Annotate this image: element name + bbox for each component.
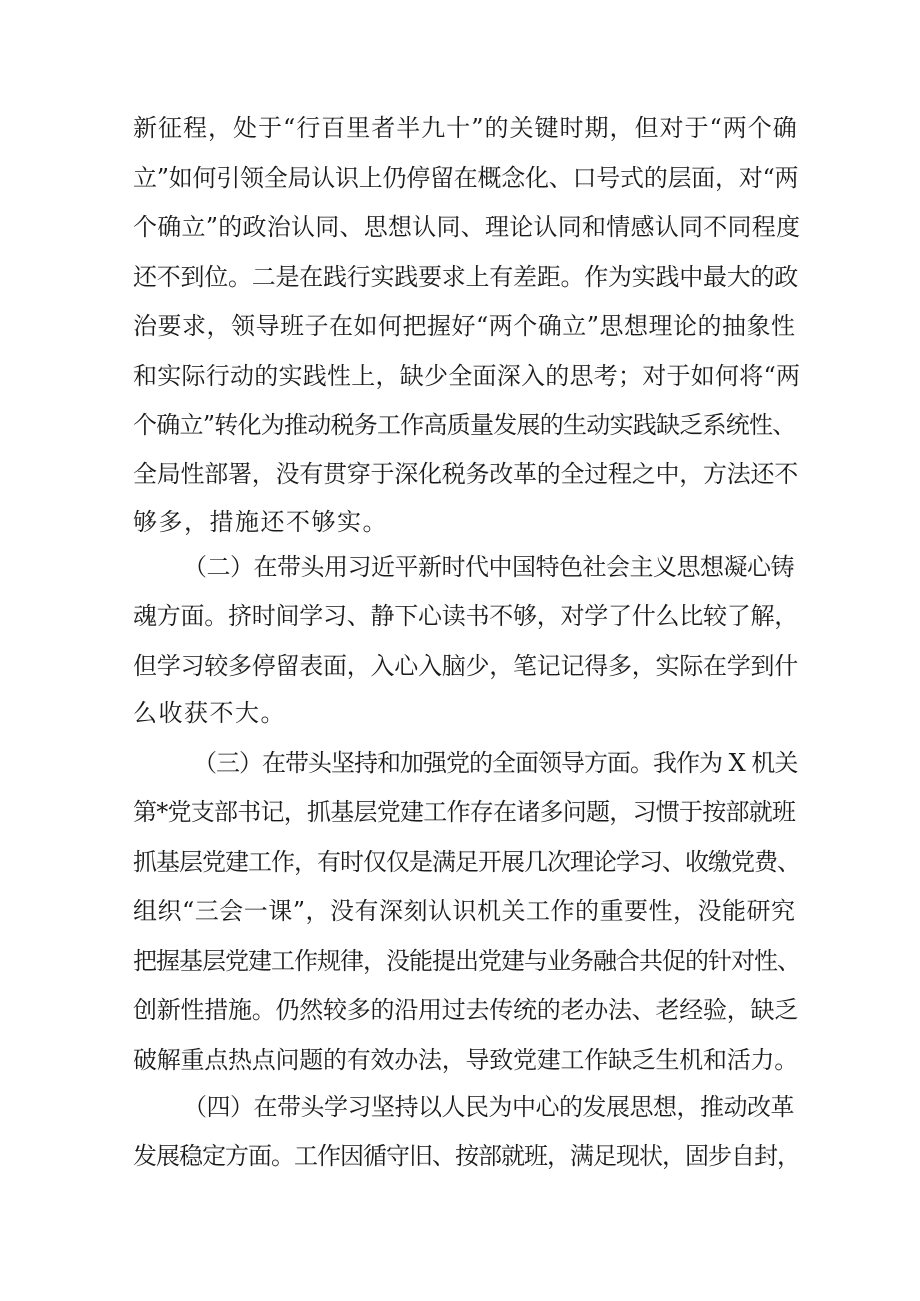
paragraph-3-line-7: 破解重点热点问题的有效办法，导致党建工作缺乏生机和活力。	[133, 1046, 798, 1074]
paragraph-4-line-2: 发展稳定方面。工作因循守旧、按部就班，满足现状，固步自封，	[133, 1142, 800, 1170]
paragraph-1-line-1: 新征程，处于“行百里者半九十”的关键时期，但对于“两个确	[133, 114, 798, 142]
paragraph-3-line-3: 抓基层党建工作，有时仅仅是满足开展几次理论学习、收缴党费、	[133, 848, 800, 876]
paragraph-4-line-1: （四）在带头学习坚持以人民为中心的发展思想，推动改革	[183, 1093, 794, 1121]
paragraph-2-line-1: （二）在带头用习近平新时代中国特色社会主义思想凝心铸	[183, 553, 794, 581]
paragraph-3-line-1: （三）在带头坚持和加强党的全面领导方面。我作为 X 机关	[193, 749, 798, 777]
paragraph-1-line-8: 全局性部署，没有贯穿于深化税务改革的全过程之中，方法还不	[133, 460, 798, 488]
paragraph-3-line-4: 组织“三会一课”，没有深刻认识机关工作的重要性，没能研究	[133, 897, 796, 925]
paragraph-3-line-5: 把握基层党建工作规律，没能提出党建与业务融合共促的针对性、	[133, 947, 800, 975]
paragraph-2-line-4: 么收获不大。	[133, 699, 286, 727]
paragraph-1-line-7: 个确立”转化为推动税务工作高质量发展的生动实践缺乏系统性、	[133, 411, 796, 439]
paragraph-1-line-2: 立”如何引领全局认识上仍停留在概念化、口号式的层面，对“两	[133, 164, 799, 192]
paragraph-3-line-6: 创新性措施。仍然较多的沿用过去传统的老办法、老经验，缺乏	[133, 996, 798, 1024]
paragraph-1-line-5: 治要求，领导班子在如何把握好“两个确立”思想理论的抽象性	[133, 312, 796, 340]
paragraph-2-line-3: 但学习较多停留表面，入心入脑少，笔记记得多，实际在学到什	[133, 652, 798, 680]
paragraph-3-line-2: 第*党支部书记，抓基层党建工作存在诸多问题，习惯于按部就班	[133, 798, 796, 826]
paragraph-2-line-2: 魂方面。挤时间学习、静下心读书不够，对学了什么比较了解，	[133, 602, 798, 630]
paragraph-1-line-6: 和实际行动的实践性上，缺少全面深入的思考；对于如何将“两	[133, 362, 801, 390]
paragraph-1-line-4: 还不到位。二是在践行实践要求上有差距。作为实践中最大的政	[133, 263, 798, 291]
paragraph-1-line-9: 够多，措施还不够实。	[133, 508, 388, 536]
paragraph-1-line-3: 个确立”的政治认同、思想认同、理论认同和情感认同不同程度	[133, 213, 801, 241]
